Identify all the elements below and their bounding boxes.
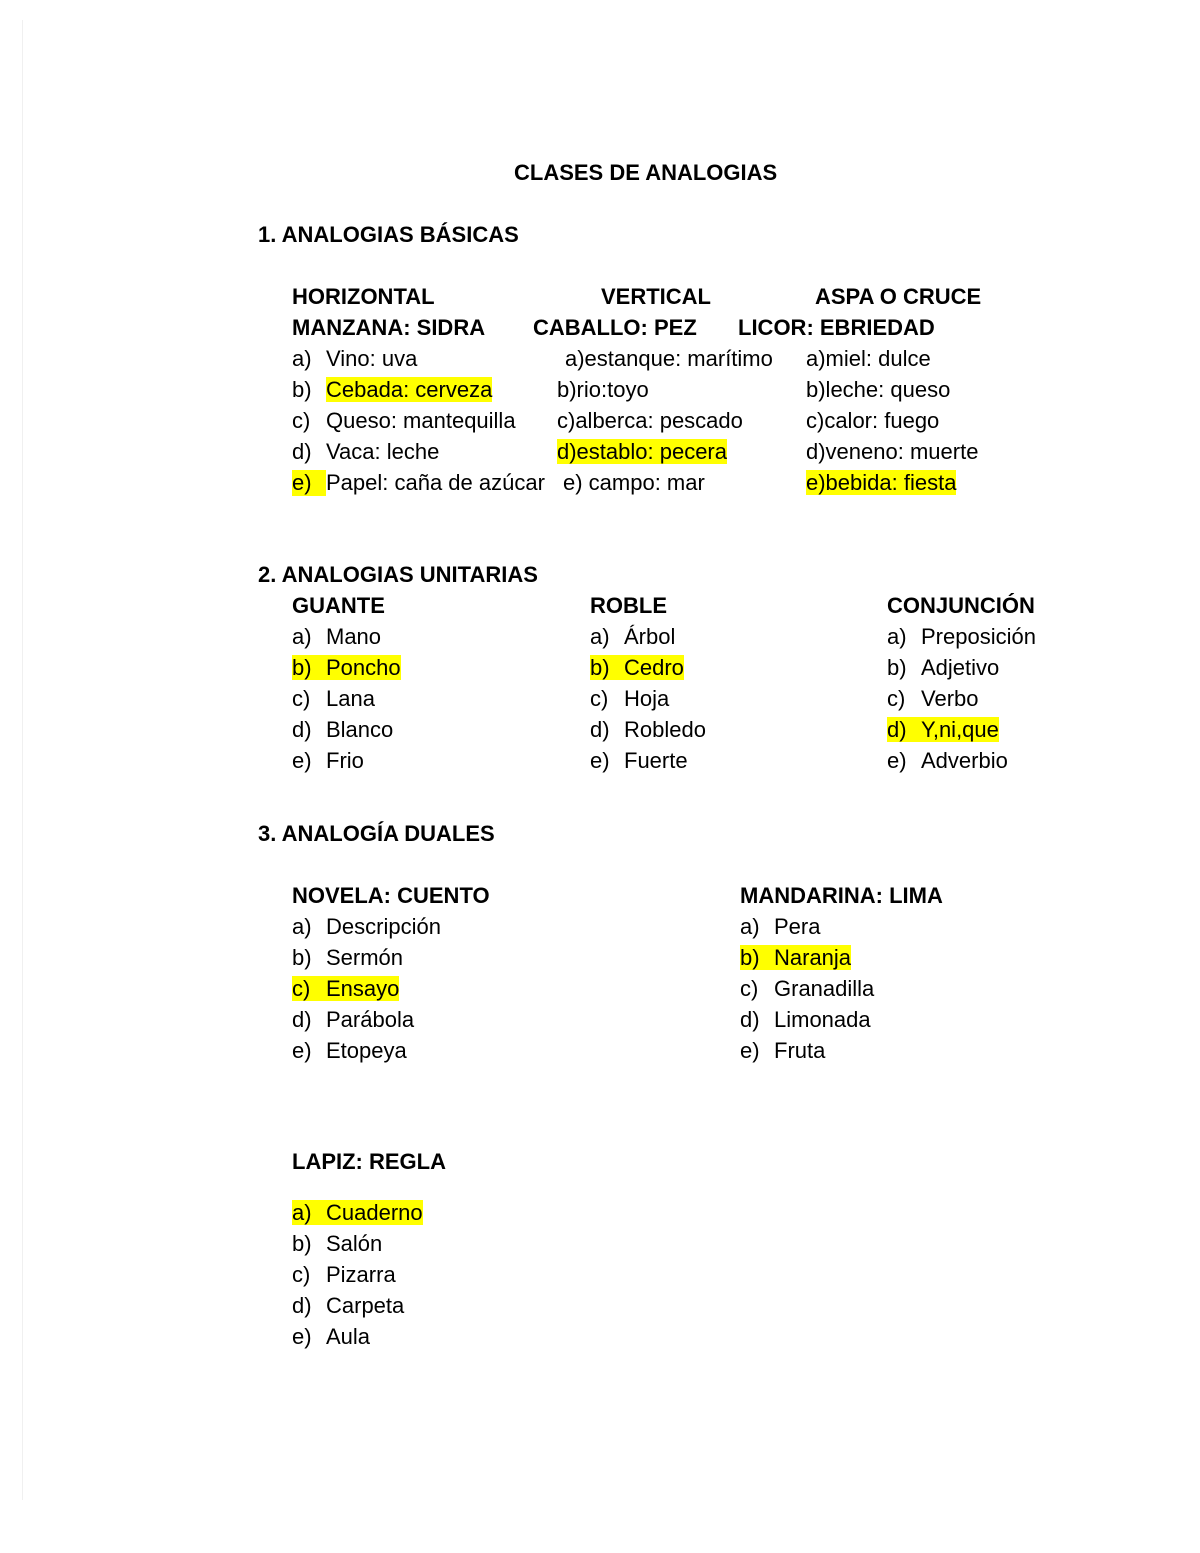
horizontal-pair: MANZANA: SIDRA — [292, 315, 486, 340]
aspa-label: ASPA O CRUCE — [815, 284, 982, 309]
option: c) Granadilla — [740, 976, 875, 1001]
guante-label: GUANTE — [292, 593, 385, 618]
roble-label: ROBLE — [590, 593, 667, 618]
option: e) Fruta — [740, 1038, 826, 1063]
aspa-pair: LICOR: EBRIEDAD — [738, 315, 935, 340]
option: e) campo: mar — [563, 470, 705, 495]
option: d) Vaca: leche — [292, 439, 440, 464]
option: e) Fuerte — [590, 748, 688, 773]
novela-label: NOVELA: CUENTO — [292, 883, 490, 908]
option: d) Robledo — [590, 717, 706, 742]
highlighted-answer: d)establo: pecera — [557, 439, 727, 464]
option — [292, 655, 401, 681]
option: d)veneno: muerte — [806, 439, 979, 464]
vertical-label: VERTICAL — [601, 284, 711, 309]
option: b)rio:toyo — [557, 377, 649, 402]
conjuncion-label: CONJUNCIÓN — [887, 593, 1035, 618]
option: e) Aula — [292, 1324, 371, 1349]
option: d) Parábola — [292, 1007, 415, 1032]
page-edge — [22, 20, 23, 1500]
option: e) Etopeya — [292, 1038, 407, 1063]
option: b) Adjetivo — [887, 655, 1000, 680]
vertical-pair: CABALLO: PEZ — [533, 315, 697, 340]
option: a) Descripción — [292, 914, 441, 939]
option: a) Árbol — [590, 624, 676, 649]
option: e) Adverbio — [887, 748, 1008, 773]
option: c) Hoja — [590, 686, 670, 711]
highlighted-answer: b) Poncho — [292, 655, 401, 680]
option: c) Queso: mantequilla — [292, 408, 516, 433]
option — [292, 976, 399, 1002]
highlighted-answer: e)bebida: fiesta — [806, 470, 957, 495]
horizontal-label: HORIZONTAL — [292, 284, 435, 309]
option: a) Preposición — [887, 624, 1036, 649]
option: d) Carpeta — [292, 1293, 405, 1318]
option: c) Lana — [292, 686, 375, 711]
highlighted-answer: c) Ensayo — [292, 976, 400, 1001]
option: e) Papel: caña de azúcar — [292, 470, 545, 495]
option — [887, 717, 999, 743]
option: d) Limonada — [740, 1007, 871, 1032]
option — [590, 655, 684, 681]
option: a) Mano — [292, 624, 382, 649]
option: c)calor: fuego — [806, 408, 940, 433]
option: d) Blanco — [292, 717, 394, 742]
mandarina-label: MANDARINA: LIMA — [740, 883, 943, 908]
page-title: CLASES DE ANALOGIAS — [514, 160, 778, 185]
option: a)estanque: marítimo — [565, 346, 773, 371]
option — [292, 1200, 423, 1226]
highlighted-answer: d) Y,ni,que — [887, 717, 999, 742]
section3-heading: 3. ANALOGÍA DUALES — [258, 821, 495, 846]
section1-heading: 1. ANALOGIAS BÁSICAS — [258, 222, 519, 247]
option — [806, 470, 956, 496]
option: a)miel: dulce — [806, 346, 931, 371]
lapiz-label: LAPIZ: REGLA — [292, 1149, 446, 1174]
option: b) Sermón — [292, 945, 404, 970]
highlighted-answer: Cebada: cerveza — [326, 377, 493, 402]
option: c)alberca: pescado — [557, 408, 743, 433]
option: a) Pera — [740, 914, 821, 939]
option: b)leche: queso — [806, 377, 951, 402]
option — [557, 439, 727, 465]
highlighted-answer: b) Cedro — [590, 655, 684, 680]
option: c) Verbo — [887, 686, 979, 711]
option: b) Cebada: cerveza — [292, 377, 493, 402]
highlighted-answer: e) — [292, 470, 326, 496]
option: c) Pizarra — [292, 1262, 396, 1287]
highlighted-answer: a) Cuaderno — [292, 1200, 423, 1225]
option: b) Salón — [292, 1231, 383, 1256]
section2-heading: 2. ANALOGIAS UNITARIAS — [258, 562, 538, 587]
option — [740, 945, 851, 971]
option: e) Frio — [292, 748, 364, 773]
option: a) Vino: uva — [292, 346, 418, 371]
highlighted-answer: b) Naranja — [740, 945, 852, 970]
